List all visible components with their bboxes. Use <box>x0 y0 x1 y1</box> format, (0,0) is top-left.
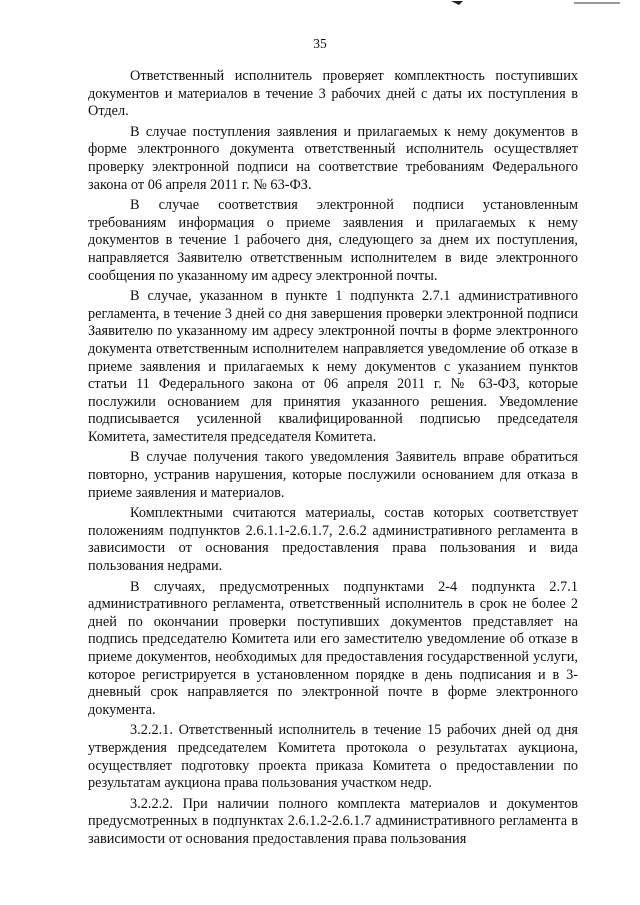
paragraph: В случае соответствия электронной подписи установленным требованиям информация о приеме заявления и прилагаемых к нему документов в течение 1 рабочего дня, следующего за днем их поступления, направляется Заявителю ответственным исполнителем в виде электронного сообщения по указанному им адресу электронной почты. <box>88 197 578 284</box>
page-number: 35 <box>313 36 327 51</box>
document-body <box>88 68 578 849</box>
paragraph: В случае, указанном в пункте 1 подпункта 2.7.1 административного регламента, в течение 3 дней со дня завершения проверки электронной подписи Заявителю по указанному им адресу электронной почты в форме электронного документа ответственным исполнителем направляется уведомление об отказе в приеме заявления и прилагаемых к нему документов с указанием пунктов статьи 11 Федерального закона от 06 апреля 2011 г. № 63-ФЗ, которые послужили основанием для принятия указанного решения. Уведомление подписывается усиленной квалифицированной подписью председателя Комитета, заместителя председателя Комитета. <box>88 288 578 445</box>
paragraph: Комплектными считаются материалы, состав которых соответствует положениям подпунктов 2.6.1.1-2.6.1.7, 2.6.2 административного регламента в зависимости от основания предоставления права пользования и вида пользования недрами. <box>88 505 578 575</box>
paragraph: В случаях, предусмотренных подпунктами 2-4 подпункта 2.7.1 административного регламента, ответственный исполнитель в срок не более 2 дней по окончании проверки поступивших документов представляет на подпись председателю Комитета или его заместителю уведомление об отказе в приеме документов, необходимых для предоставления государственной услуги, которое регистрируется в установленном порядке в день подписания и в 3-дневный срок направляется по электронной почте в форме электронного документа. <box>88 578 578 718</box>
paragraph: В случае получения такого уведомления Заявитель вправе обратиться повторно, устранив нарушения, которые послужили основанием для отказа в приеме заявления и материалов. <box>88 449 578 501</box>
paragraph: В случае поступления заявления и прилагаемых к нему документов в форме электронного документа ответственный исполнитель осуществляет проверку электронной подписи на соответствие требованиям Федерального закона от 06 апреля 2011 г. № 63-ФЗ. <box>88 123 578 193</box>
paragraph: Ответственный исполнитель проверяет комплектность поступивших документов и материалов в течение 3 рабочих дней с даты их поступления в Отдел. <box>88 68 578 120</box>
paragraph: 3.2.2.2. При наличии полного комплекта материалов и документов предусмотренных в подпунктах 2.6.1.2-2.6.1.7 административного регламента в зависимости от основания предоставления права пользования <box>88 795 578 847</box>
paragraph: 3.2.2.1. Ответственный исполнитель в течение 15 рабочих дней од дня утверждения председателем Комитета протокола о результатах аукциона, осуществляет подготовку проекта приказа Комитета о предоставлении по результатам аукциона права пользования участком недр. <box>88 722 578 792</box>
scan-mark <box>450 0 464 6</box>
scan-edge-mark <box>574 2 620 4</box>
